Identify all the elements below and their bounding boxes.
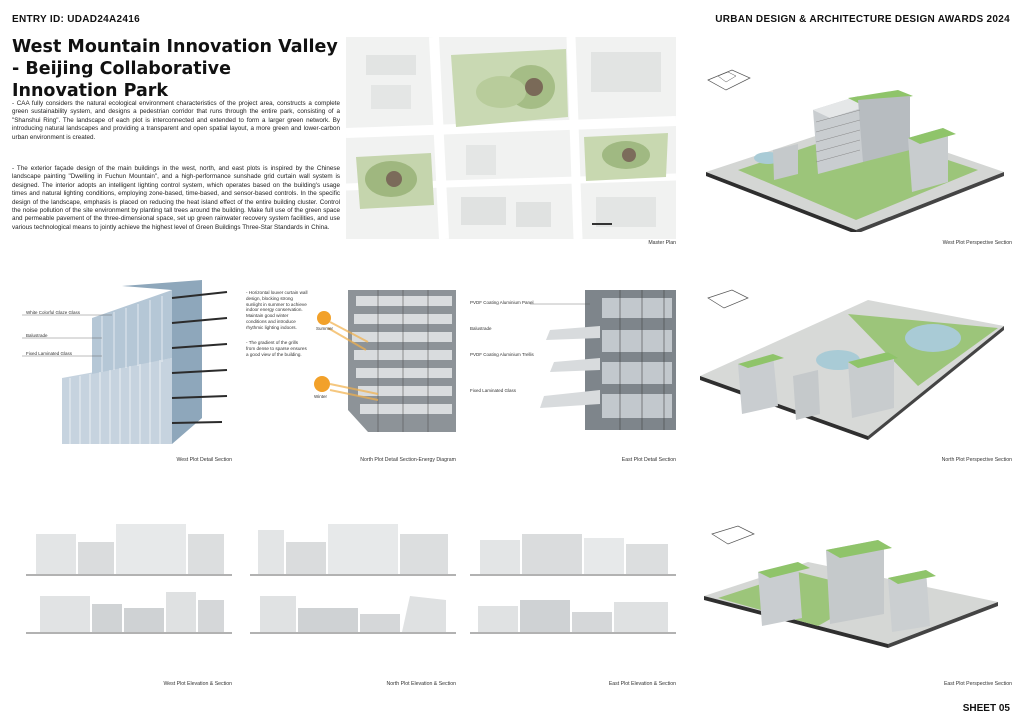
energy-note-2: - The gradient of the grills from dense to sparse ensures a good view of the building.	[246, 340, 307, 357]
east-perspective-image	[698, 522, 1014, 652]
caption-east-detail: East Plot Detail Section	[621, 457, 676, 463]
north-perspective-drawing	[698, 286, 1014, 448]
west-detail-image	[22, 278, 232, 448]
caption-east-perspective: East Plot Perspective Section	[943, 681, 1012, 687]
label-laminated-glass-west: Fixed Laminated Glass	[26, 351, 73, 356]
north-energy-drawing	[308, 290, 456, 432]
label-white-glaze-glass: White Colorful Glaze Glass	[26, 310, 81, 315]
north-perspective-image	[698, 286, 1014, 448]
north-elevation-drawing	[250, 520, 456, 642]
east-elevation-drawing	[470, 520, 676, 642]
east-detail-drawing	[530, 290, 676, 430]
west-perspective-image	[698, 62, 1014, 232]
caption-west-elevation: West Plot Elevation & Section	[163, 681, 232, 687]
label-balustrade-west: Balustrade	[26, 333, 48, 338]
label-pvdf-panel: PVDF Coating Aluminium Panel	[470, 300, 534, 305]
east-elevation-image	[470, 520, 676, 642]
label-winter: Winter	[314, 394, 328, 399]
caption-west-detail: West Plot Detail Section	[176, 457, 232, 463]
caption-north-energy: North Plot Detail Section-Energy Diagram	[360, 457, 456, 463]
title-line-1: West Mountain Innovation Valley	[12, 37, 338, 57]
west-perspective-drawing	[698, 62, 1014, 232]
caption-north-perspective: North Plot Perspective Section	[941, 457, 1012, 463]
label-laminated-glass-east: Fixed Laminated Glass	[470, 388, 517, 393]
caption-north-elevation: North Plot Elevation & Section	[386, 681, 456, 687]
description-paragraph-1: - CAA fully considers the natural ecological environment characteristics of the project area, constructs a complete green sustainability system, and designs a pedestrian corridor that runs through the entire park, consisting of a "Shanshui Ring". The landscape of each plot is interconnected and extended to form a larger green network. By introducing natural landscapes and providing a transparent and open spatial layout, a more green and lower-carbon urban environment is created.	[12, 100, 340, 141]
project-title	[12, 36, 342, 102]
east-detail-image	[530, 290, 676, 430]
caption-east-elevation: East Plot Elevation & Section	[608, 681, 676, 687]
title-line-2: - Beijing Collaborative Innovation Park	[12, 59, 231, 101]
master-plan-drawing	[346, 37, 676, 239]
caption-west-perspective: West Plot Perspective Section	[942, 240, 1012, 246]
label-pvdf-trellis: PVDF Coating Aluminium Trellis	[470, 352, 534, 357]
master-plan-image	[346, 37, 676, 239]
description-paragraph-2: - The exterior façade design of the main buildings in the west, north, and east plots is inspired by the Chinese landscape painting "Dwelling in Fuchun Mountain", and a high-performance sunshade grid curtain wall system is designed. The interior adopts an intelligent lighting control system, which operates based on the building's usage times and natural lighting conditions, employing zone-based, time-based, and sensor-based controls. In the specific design of the landscape, emphasis is placed on reducing the heat island effect of the entire building cluster. Control the noise pollution of the site environment by planting tall trees around the building. Make full use of the green space and permeable pavement of the three-dimensional space, set up green rainwater recovery system facilities, and use various technological means to jointly achieve the highest level of Green Buildings Three-Star Standards in China.	[12, 165, 340, 231]
west-elevation-image	[26, 520, 232, 642]
west-detail-drawing	[22, 278, 232, 448]
sheet-number: SHEET 05	[962, 703, 1010, 714]
east-perspective-drawing	[698, 522, 1014, 652]
north-energy-image	[308, 290, 456, 432]
north-elevation-image	[250, 520, 456, 642]
label-balustrade-east: Balustrade	[470, 326, 492, 331]
caption-master-plan: Master Plan	[648, 240, 676, 246]
west-elevation-drawing	[26, 520, 232, 642]
entry-id: ENTRY ID: UDAD24A2416	[12, 14, 141, 25]
energy-note-1: - Horizontal louver curtain wall design, blocking strong sunlight in summer to achieve indoor energy conservation. Maintain good winter conditions and introduce rhythmic lighting indoors.	[246, 290, 308, 330]
label-summer: Summer	[316, 326, 334, 331]
award-title: URBAN DESIGN & ARCHITECTURE DESIGN AWARDS 2024	[715, 14, 1010, 25]
